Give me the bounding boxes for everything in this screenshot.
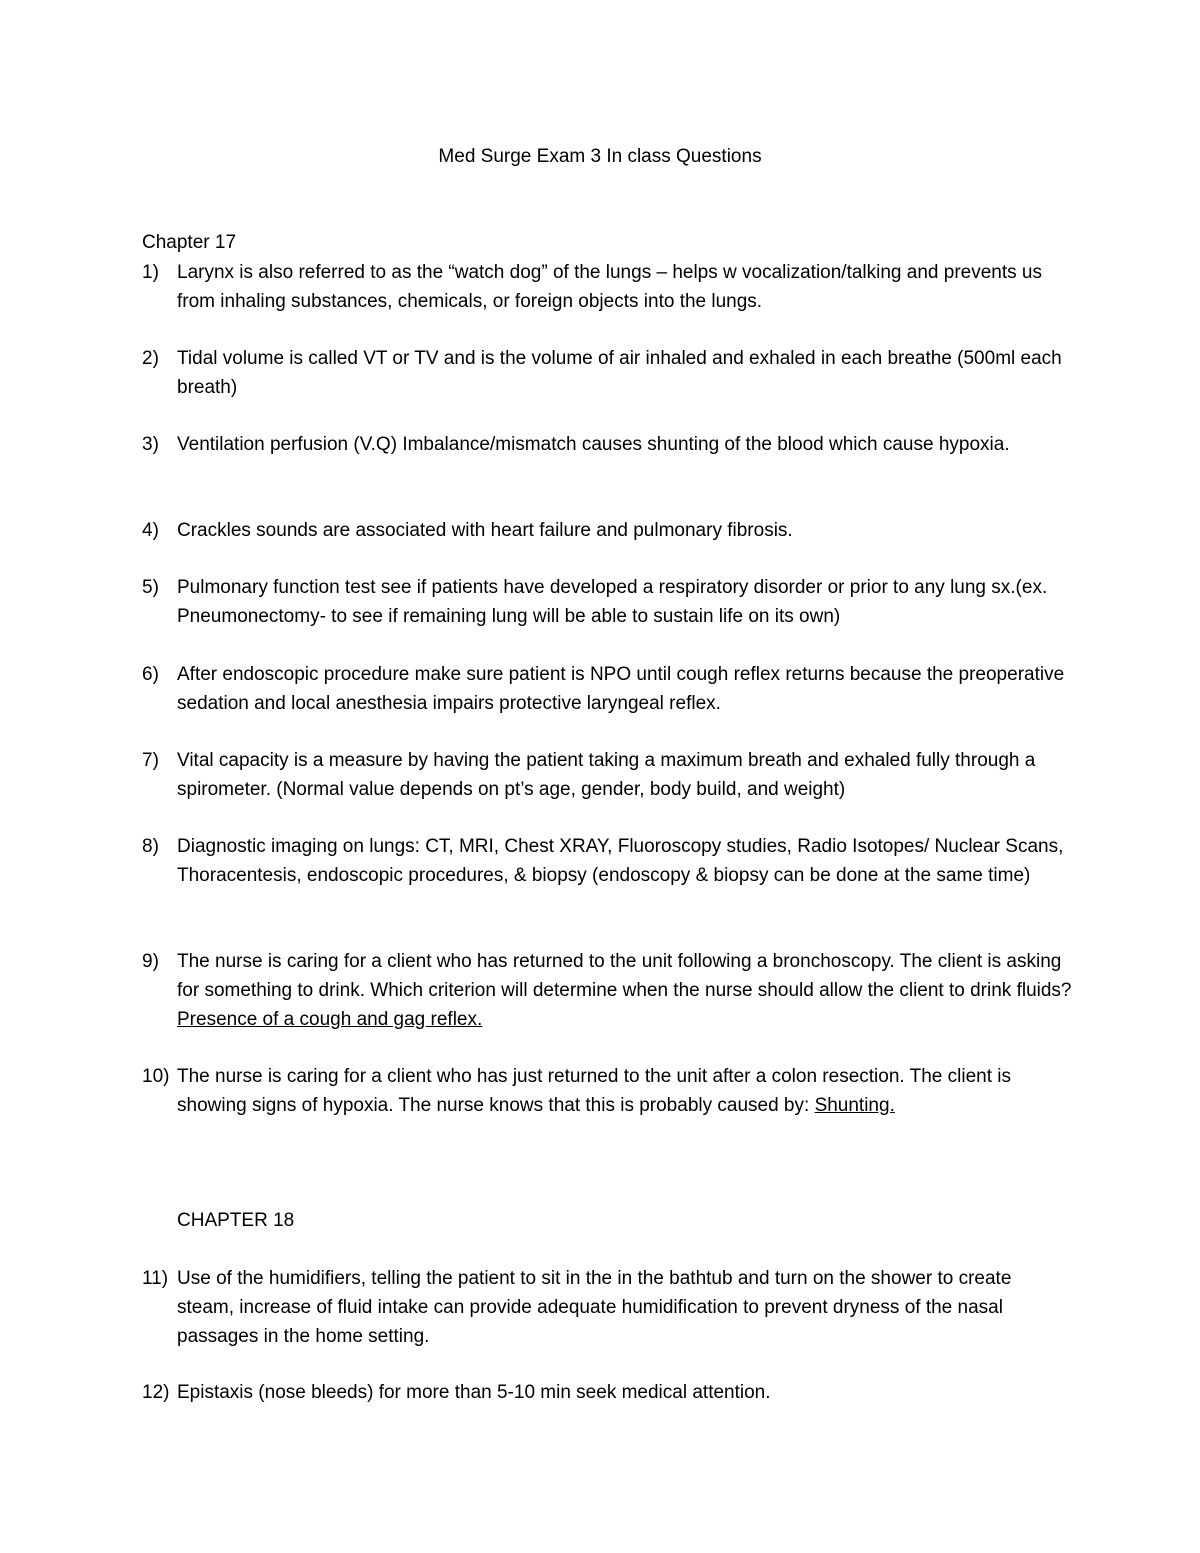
item-number: 1) xyxy=(142,262,159,283)
item-text: Use of the humidifiers, telling the patient to sit in the in the bathtub and turn on the shower to create steam, increase of fluid intake can provide adequate humidification to prevent dryness of the nasal passages in the home setting. xyxy=(177,1268,1012,1347)
question-item-8 xyxy=(142,832,1072,890)
question-item-10 xyxy=(142,1062,1072,1120)
item-text xyxy=(177,947,1072,1034)
chapter-18-heading: CHAPTER 18 xyxy=(177,1210,295,1231)
item-text: Tidal volume is called VT or TV and is the volume of air inhaled and exhaled in each breathe (500ml each breath) xyxy=(177,348,1062,398)
question-item-2 xyxy=(142,344,1072,402)
item-number: 10) xyxy=(142,1066,170,1087)
item-text: Epistaxis (nose bleeds) for more than 5-10 min seek medical attention. xyxy=(177,1382,771,1403)
item-number: 3) xyxy=(142,434,159,455)
item-number: 9) xyxy=(142,951,159,972)
item-text: Crackles sounds are associated with heart failure and pulmonary fibrosis. xyxy=(177,520,793,541)
question-item-7 xyxy=(142,746,1072,804)
question-item-1 xyxy=(142,258,1072,316)
question-item-4 xyxy=(142,516,1072,545)
question-item-5 xyxy=(142,573,1072,631)
item-number: 12) xyxy=(142,1382,170,1403)
item-text: Ventilation perfusion (V.Q) Imbalance/mismatch causes shunting of the blood which cause hypoxia. xyxy=(177,434,1010,455)
question-text: The nurse is caring for a client who has returned to the unit following a bronchoscopy. The client is asking for something to drink. Which criterion will determine when the nurse should allow the client to drink fluids? xyxy=(177,951,1072,1001)
item-number: 7) xyxy=(142,750,159,771)
item-text: Vital capacity is a measure by having the patient taking a maximum breath and exhaled fully through a spirometer. (Normal value depends on pt’s age, gender, body build, and weight) xyxy=(177,750,1036,800)
item-number: 2) xyxy=(142,348,159,369)
item-text: After endoscopic procedure make sure patient is NPO until cough reflex returns because the preoperative sedation and local anesthesia impairs protective laryngeal reflex. xyxy=(177,664,1065,714)
question-item-6 xyxy=(142,660,1072,718)
question-text: The nurse is caring for a client who has just returned to the unit after a colon resection. The client is showing signs of hypoxia. The nurse knows that this is probably caused by: xyxy=(177,1066,1011,1116)
item-text: Pulmonary function test see if patients have developed a respiratory disorder or prior to any lung sx.(ex. Pneumonectomy- to see if remaining lung will be able to sustain life on its own) xyxy=(177,577,1048,627)
document-title: Med Surge Exam 3 In class Questions xyxy=(438,146,762,167)
item-number: 8) xyxy=(142,836,159,857)
question-item-12 xyxy=(142,1378,1072,1407)
item-number: 6) xyxy=(142,664,159,685)
underlined-answer: Presence of a cough and gag reflex. xyxy=(177,1009,483,1030)
underlined-answer: Shunting. xyxy=(814,1095,895,1116)
chapter-17-heading: Chapter 17 xyxy=(142,232,237,253)
question-item-9 xyxy=(142,947,1072,1034)
item-text: Diagnostic imaging on lungs: CT, MRI, Chest XRAY, Fluoroscopy studies, Radio Isotopes/ Nuclear Scans, Thoracentesis, endoscopic procedures, & biopsy (endoscopy & biopsy can be done at the same time) xyxy=(177,836,1064,886)
item-number: 11) xyxy=(142,1268,169,1289)
item-text xyxy=(177,1062,1072,1120)
item-text: Larynx is also referred to as the “watch dog” of the lungs – helps w vocalization/talking and prevents us from inhaling substances, chemicals, or foreign objects into the lungs. xyxy=(177,262,1042,312)
question-item-11 xyxy=(142,1264,1072,1351)
item-number: 5) xyxy=(142,577,159,598)
question-item-3 xyxy=(142,430,1072,459)
item-number: 4) xyxy=(142,520,159,541)
